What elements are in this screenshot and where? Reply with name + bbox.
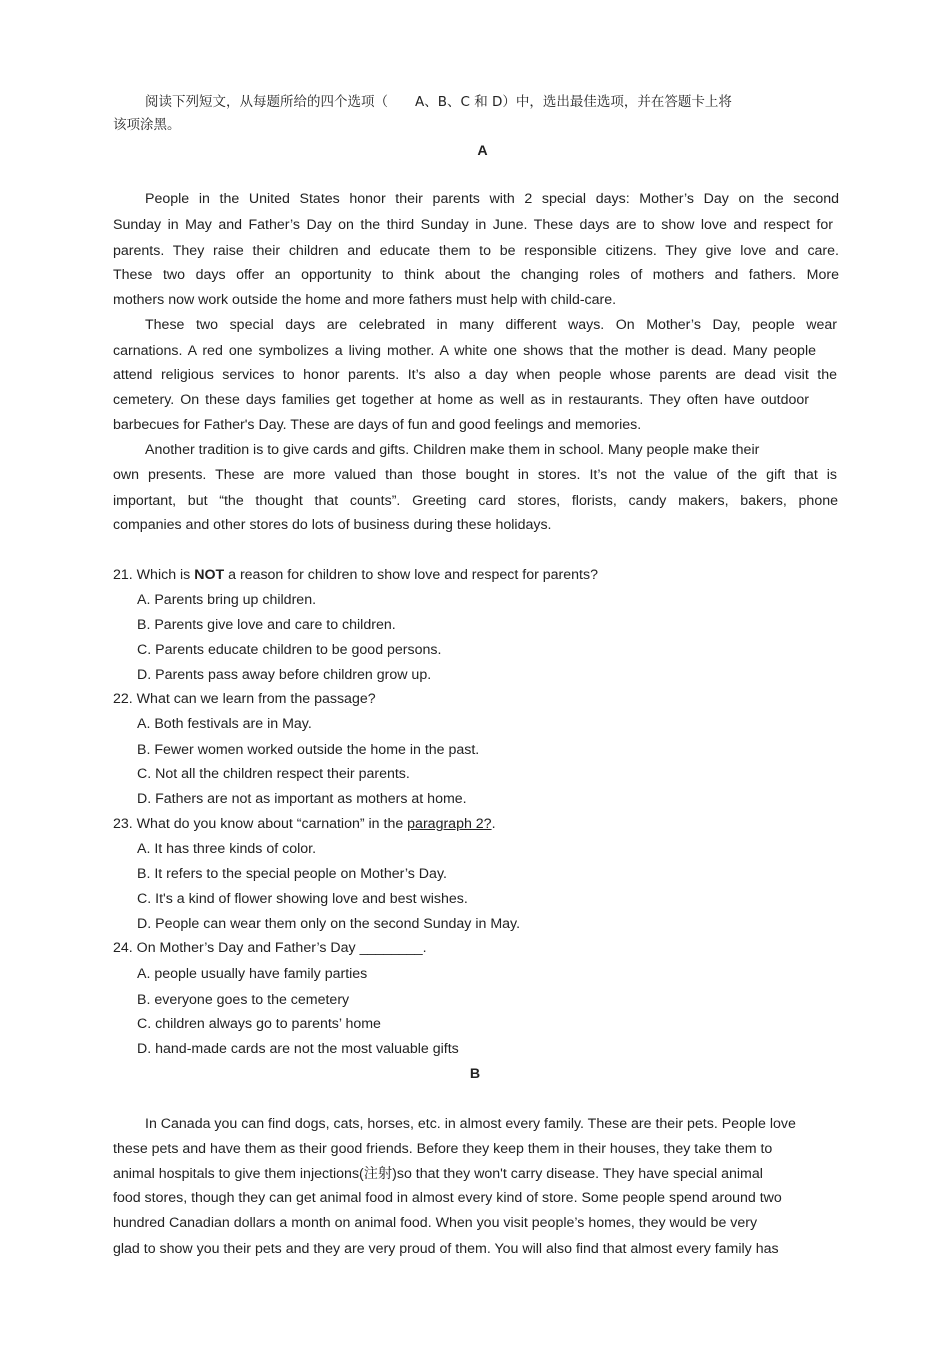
question-23-option-c: C. It's a kind of flower showing love and best wishes. <box>137 891 468 907</box>
question-24-option-d: D. hand-made cards are not the most valuable gifts <box>137 1041 459 1057</box>
question-21-option-b: B. Parents give love and care to children. <box>137 617 396 633</box>
question-21-stem: 21. Which is NOT a reason for children to show love and respect for parents? <box>113 567 598 583</box>
passage-a-line: mothers now work outside the home and more fathers must help with child-care. <box>113 292 617 308</box>
question-23-option-a: A. It has three kinds of color. <box>137 841 317 857</box>
passage-b-line: hundred Canadian dollars a month on animal food. When you visit people’s homes, they would be very <box>113 1215 758 1231</box>
passage-a-line: parents. They raise their children and educate them to be responsible citizens. They give love and care. <box>113 243 839 259</box>
passage-a-line: barbecues for Father's Day. These are days of fun and good feelings and memories. <box>113 417 642 433</box>
question-22-stem: 22. What can we learn from the passage? <box>113 691 376 707</box>
passage-a-line: Sunday in May and Father’s Day on the third Sunday in June. These days are to show love and respect for <box>113 217 833 233</box>
passage-b-line: In Canada you can find dogs, cats, horses, etc. in almost every family. These are their pets. People love <box>145 1116 796 1132</box>
question-21-option-a: A. Parents bring up children. <box>137 592 317 608</box>
question-22-option-a: A. Both festivals are in May. <box>137 716 312 732</box>
passage-a-line: cemetery. On these days families get together at home as well as in restaurants. They often have outdoor <box>113 392 809 408</box>
passage-b-line: these pets and have them as their good friends. Before they keep them in their houses, they take them to <box>113 1141 773 1157</box>
question-23-option-b: B. It refers to the special people on Mother’s Day. <box>137 866 447 882</box>
question-24-option-c: C. children always go to parents’ home <box>137 1016 381 1032</box>
instructions-line-1: 阅读下列短文，从每题所给的四个选项（ A、B、C 和 D）中，选出最佳选项，并在答题卡上将 <box>145 94 732 110</box>
passage-b-line: food stores, though they can get animal food in almost every kind of store. Some people spend around two <box>113 1190 782 1206</box>
question-22-option-c: C. Not all the children respect their parents. <box>137 766 410 782</box>
question-23-stem: 23. What do you know about “carnation” in the paragraph 2?. <box>113 816 496 832</box>
question-24-stem: 24. On Mother’s Day and Father’s Day ________. <box>113 940 427 956</box>
passage-a-line: People in the United States honor their parents with 2 special days: Mother’s Day on the second <box>145 191 839 207</box>
question-21-option-d: D. Parents pass away before children grow up. <box>137 667 432 683</box>
question-24-option-b: B. everyone goes to the cemetery <box>137 992 350 1008</box>
not-emphasis: NOT <box>194 567 225 583</box>
instructions-line-2: 该项涂黑。 <box>113 117 181 133</box>
passage-a-heading: A <box>477 143 488 159</box>
passage-a-line: important, but “the thought that counts”. Greeting card stores, florists, candy makers, bakers, phone <box>113 493 838 509</box>
paragraph-reference: paragraph 2? <box>407 816 492 832</box>
passage-a-line: carnations. A red one symbolizes a living mother. A white one shows that the mother is dead. Many people <box>113 343 816 359</box>
passage-a-line: companies and other stores do lots of business during these holidays. <box>113 517 552 533</box>
question-22-option-d: D. Fathers are not as important as mothers at home. <box>137 791 467 807</box>
question-21-option-c: C. Parents educate children to be good persons. <box>137 642 442 658</box>
passage-b-line: glad to show you their pets and they are very proud of them. You will also find that almost every family has <box>113 1241 779 1257</box>
question-23-option-d: D. People can wear them only on the second Sunday in May. <box>137 916 521 932</box>
passage-b-heading: B <box>469 1066 481 1082</box>
question-22-option-b: B. Fewer women worked outside the home in the past. <box>137 742 480 758</box>
passage-a-line: These two days offer an opportunity to think about the changing roles of mothers and fathers. More <box>113 267 839 283</box>
passage-a-line: Another tradition is to give cards and gifts. Children make them in school. Many people make their <box>145 442 760 458</box>
question-24-option-a: A. people usually have family parties <box>137 966 368 982</box>
passage-b-line: animal hospitals to give them injections(注射)so that they won't carry disease. They have special animal <box>113 1166 763 1182</box>
passage-a-line: attend religious services to honor parents. It’s also a day when people whose parents are dead visit the <box>113 367 837 383</box>
passage-a-line: own presents. These are more valued than those bought in stores. It’s not the value of the gift that is <box>113 467 837 483</box>
passage-a-line: These two special days are celebrated in many different ways. On Mother’s Day, people wear <box>145 317 837 333</box>
